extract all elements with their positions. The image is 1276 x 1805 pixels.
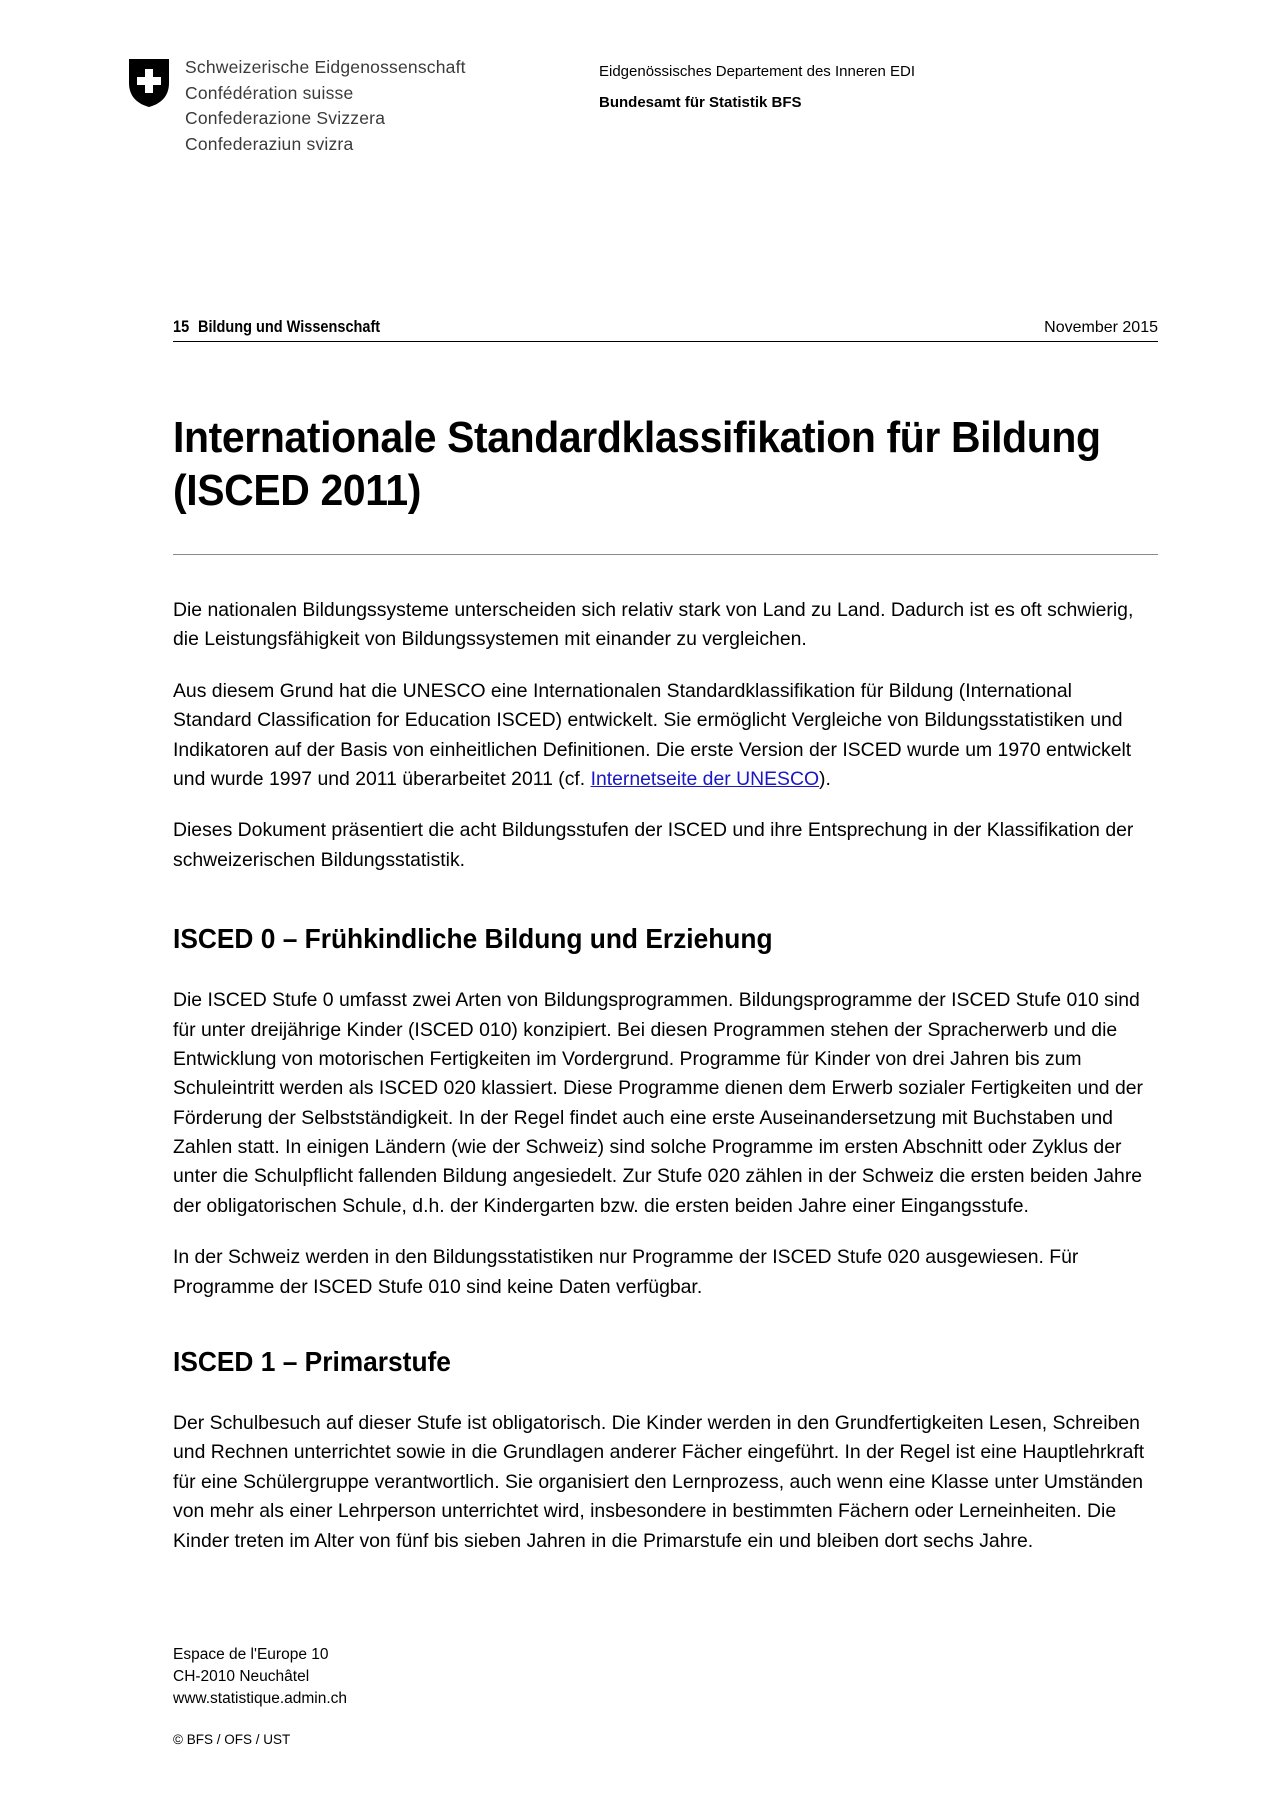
department-name: Eidgenössisches Departement des Inneren EDI [599,63,916,80]
confederation-name-de: Schweizerische Eidgenossenschaft [185,57,466,77]
footer-address-line-2: CH-2010 Neuchâtel [173,1668,310,1685]
isced-0-paragraph-1: Die ISCED Stufe 0 umfasst zwei Arten von Bildungsprogrammen. Bildungsprogramme der ISCED Stufe 010 sind für unter dreijährige Kinder (ISCED 010) konzipiert. Bei diesen Programmen stehen der Spracherwerb und die Entwicklung von motorischen Fertigkeiten im Vordergrund. Programme für Kinder von drei Jahren bis zum Schuleintritt werden als ISCED 020 klassiert. Diese Programme dienen dem Erwerb sozialer Fertigkeiten und der Förderung der Selbstständigkeit. In der Regel findet auch eine erste Auseinandersetzung mit Buchstaben und Zahlen statt. In einigen Ländern (wie der Schweiz) sind solche Programme im ersten Abschnitt oder Zyklus der unter die Schulpflicht fallenden Bildung angesiedelt. Zur Stufe 020 zählen in der Schweiz die ersten beiden Jahre der obligatorischen Schule, d.h. der Kindergarten bzw. die ersten beiden Jahre einer Eingangsstufe. [173,989,1143,1217]
page-title: Internationale Standardklassifikation für Bildung (ISCED 2011) [173,413,1101,516]
intro-paragraph-2 [173,677,1153,795]
title-divider [173,554,1158,555]
isced-1-paragraph-1: Der Schulbesuch auf dieser Stufe ist obligatorisch. Die Kinder werden in den Grundfertigkeiten Lesen, Schreiben und Rechnen unterrichtet sowie in die Grundlagen anderer Fächer eingeführt. In der Regel ist eine Hauptlehrkraft für eine Schülergruppe verantwortlich. Sie organisiert den Lernprozess, auch wenn eine Klasse unter Umständen von mehr als einer Lehrperson unterrichtet wird, insbesondere in bestimmten Fächern oder Lerneinheiten. Die Kinder treten im Alter von fünf bis sieben Jahren in die Primarstufe ein und bleiben dort sechs Jahre. [173,1412,1145,1552]
intro-paragraph-3: Dieses Dokument präsentiert die acht Bildungsstufen der ISCED und ihre Entsprechung in der Klassifikation der schweizerischen Bildungsstatistik. [173,819,1134,871]
swiss-confederation-logo [129,55,599,158]
masthead [129,55,1149,158]
intro-paragraph-1: Die nationalen Bildungssysteme unterscheiden sich relativ stark von Land zu Land. Dadurch ist es oft schwierig, die Leistungsfähigkeit von Bildungssystemen mit einander zu vergleichen. [173,599,1134,651]
page-footer [173,1644,773,1747]
department-block [599,55,1149,114]
confederation-names [185,55,466,158]
document-body [173,596,1153,1578]
swiss-shield-icon [129,59,169,107]
confederation-name-it: Confederazione Svizzera [185,108,386,129]
section-heading-isced-0: ISCED 0 – Frühkindliche Bildung und Erziehung [173,923,773,955]
confederation-name-fr: Confédération suisse [185,82,354,103]
footer-address-line-1: Espace de l'Europe 10 [173,1646,329,1663]
topic-bar [173,318,1158,342]
topic-label: Bildung und Wissenschaft [197,318,381,336]
footer-website: www.statistique.admin.ch [173,1690,348,1707]
footer-copyright: © BFS / OFS / UST [173,1732,291,1747]
confederation-name-rm: Confederaziun svizra [185,134,354,155]
publication-date: November 2015 [1044,319,1158,336]
office-name: Bundesamt für Statistik BFS [599,93,802,111]
intro-paragraph-2-text-before: Aus diesem Grund hat die UNESCO eine Internationalen Standardklassifikation für Bildung (International Standard Classification for Education ISCED) entwickelt. Sie ermöglicht Vergleiche von Bildungsstatistiken und Indikatoren auf der Basis von einheitlichen Definitionen. Die erste Version der ISCED wurde um 1970 entwickelt und wurde 1997 und 2011 überarbeitet 2011 (cf. [173,679,1132,790]
section-heading-isced-1: ISCED 1 – Primarstufe [173,1346,451,1378]
intro-paragraph-2-text-after: ). [819,767,831,790]
topic-number: 15 [173,318,190,336]
unesco-website-link[interactable]: Internetseite der UNESCO [590,767,820,790]
topic-label-group [173,318,380,337]
isced-0-paragraph-2: In der Schweiz werden in den Bildungsstatistiken nur Programme der ISCED Stufe 020 ausgewiesen. Für Programme der ISCED Stufe 010 sind keine Daten verfügbar. [173,1246,1079,1298]
